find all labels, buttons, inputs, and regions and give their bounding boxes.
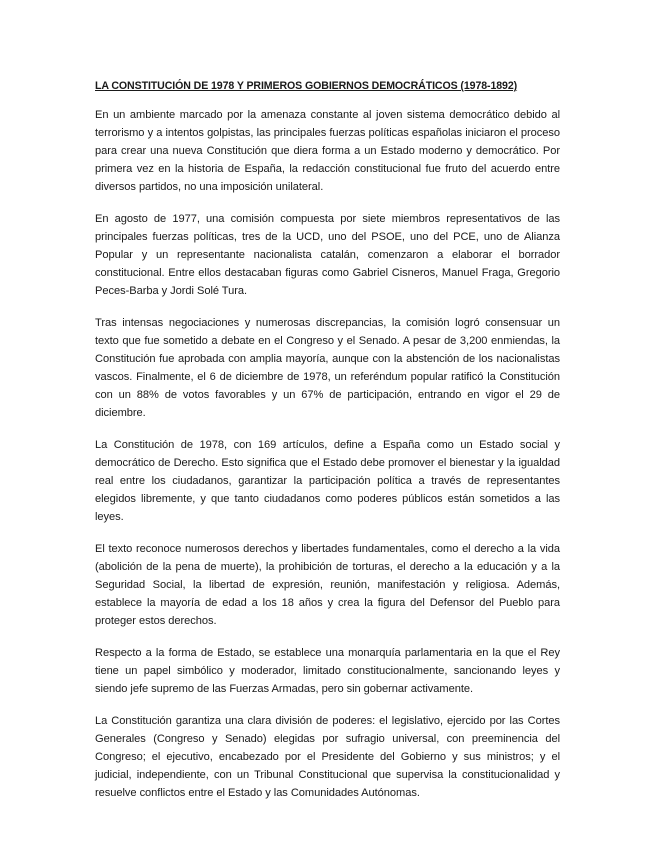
paragraph-commission: En agosto de 1977, una comisión compuesta por siete miembros representativos de las principales fuerzas políticas, tres de la UCD, uno del PSOE, uno del PCE, uno de Alianza Popular y un representante nacionalista catalán, comenzaron a elaborar el borrador constitucional. Entre ellos destacaban figuras como Gabriel Cisneros, Manuel Fraga, Gregorio Peces-Barba y Jordi Solé Tura. — [95, 213, 560, 297]
paragraph-powers: La Constitución garantiza una clara división de poderes: el legislativo, ejercido por las Cortes Generales (Congreso y Senado) elegidas por sufragio universal, con preeminencia del Congreso; el ejecutivo, encabezado por el Presidente del Gobierno y sus ministros; y el judicial, independiente, con un Tribunal Constitucional que supervisa la constitucionalidad y resuelve conflictos entre el Estado y las Comunidades Autónomas. — [95, 715, 560, 799]
paragraph-definition: La Constitución de 1978, con 169 artículos, define a España como un Estado social y democrático de Derecho. Esto significa que el Estado debe promover el bienestar y la igualdad real entre los ciudadanos, garantizar la participación política a través de representantes elegidos libremente, y que tanto ciudadanos como poderes públicos están sometidos a las leyes. — [95, 439, 560, 523]
document-page — [95, 77, 560, 816]
paragraph-rights: El texto reconoce numerosos derechos y libertades fundamentales, como el derecho a la vida (abolición de la pena de muerte), la prohibición de torturas, el derecho a la educación y a la Seguridad Social, la libertad de expresión, reunión, manifestación y religiosa. Además, establece la mayoría de edad a los 18 años y crea la figura del Defensor del Pueblo para proteger estos derechos. — [95, 543, 560, 627]
paragraph-approval: Tras intensas negociaciones y numerosas discrepancias, la comisión logró consensuar un texto que fue sometido a debate en el Congreso y el Senado. A pesar de 3,200 enmiendas, la Constitución fue aprobada con amplia mayoría, aunque con la abstención de los nacionalistas vascos. Finalmente, el 6 de diciembre de 1978, un referéndum popular ratificó la Constitución con un 88% de votos favorables y un 67% de participación, entrando en vigor el 29 de diciembre. — [95, 317, 560, 419]
document-title: LA CONSTITUCIÓN DE 1978 Y PRIMEROS GOBIERNOS DEMOCRÁTICOS (1978-1892) — [95, 80, 518, 92]
paragraph-monarchy: Respecto a la forma de Estado, se establece una monarquía parlamentaria en la que el Rey tiene un papel simbólico y moderador, limitado constitucionalmente, sancionando leyes y siendo jefe supremo de las Fuerzas Armadas, pero sin gobernar activamente. — [95, 647, 560, 695]
paragraph-context: En un ambiente marcado por la amenaza constante al joven sistema democrático debido al terrorismo y a intentos golpistas, las principales fuerzas políticas españolas iniciaron el proceso para crear una nueva Constitución que diera forma a un Estado moderno y democrático. Por primera vez en la historia de España, la redacción constitucional fue fruto del acuerdo entre diversos partidos, no una imposición unilateral. — [95, 109, 560, 193]
